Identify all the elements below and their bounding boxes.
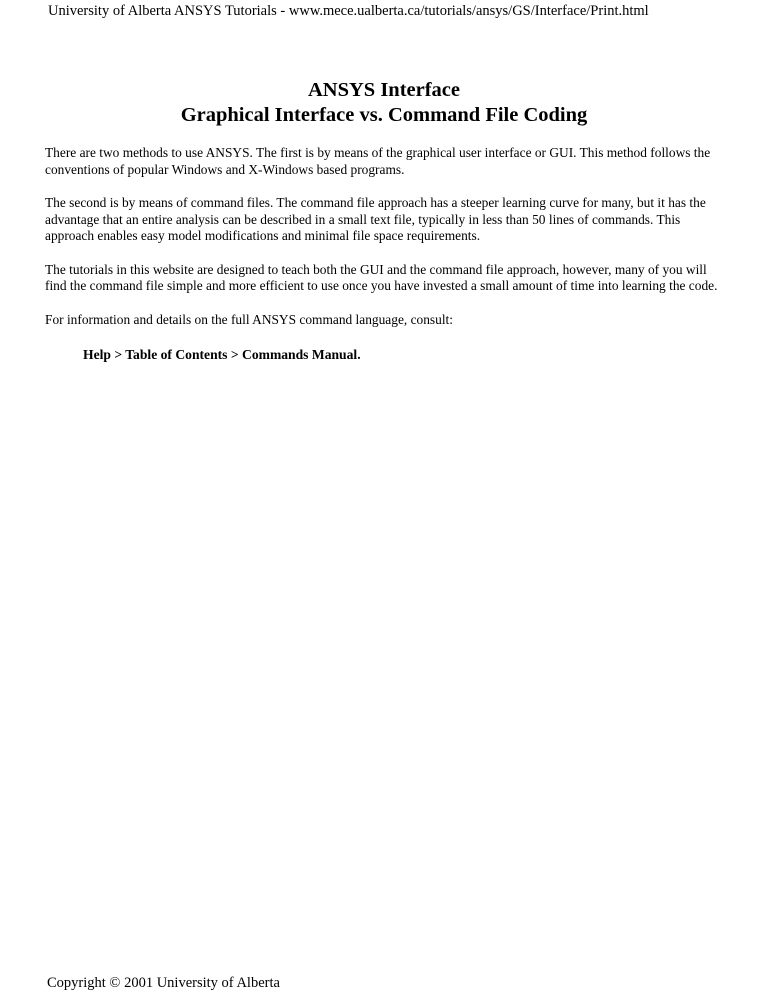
page-header-url: University of Alberta ANSYS Tutorials - www.mece.ualberta.ca/tutorials/ansys/GS/Interface/Print.html: [48, 3, 649, 19]
paragraph-tutorials: The tutorials in this website are designed to teach both the GUI and the command file approach, however, many of you will find the command file simple and more efficient to use once you have invested a small amount of time into learning the code.: [45, 261, 718, 293]
title-block: [0, 78, 768, 128]
copyright-footer: Copyright © 2001 University of Alberta: [47, 975, 280, 991]
paragraph-methods: There are two methods to use ANSYS. The first is by means of the graphical user interface or GUI. This method follows the conventions of popular Windows and X-Windows based programs.: [45, 145, 711, 177]
commands-manual-path: Help > Table of Contents > Commands Manual.: [83, 347, 361, 362]
paragraph-command-files: The second is by means of command files. The command file approach has a steeper learning curve for many, but it has the advantage that an entire analysis can be described in a small text file, typically in less than 50 lines of commands. This approach enables easy model modifications and minimal file space requirements.: [45, 195, 706, 243]
paragraph-consult: For information and details on the full ANSYS command language, consult:: [45, 311, 453, 327]
page-title: ANSYS Interface: [307, 79, 461, 101]
main-content: [45, 145, 725, 364]
page-subtitle: Graphical Interface vs. Command File Coding: [180, 104, 588, 126]
